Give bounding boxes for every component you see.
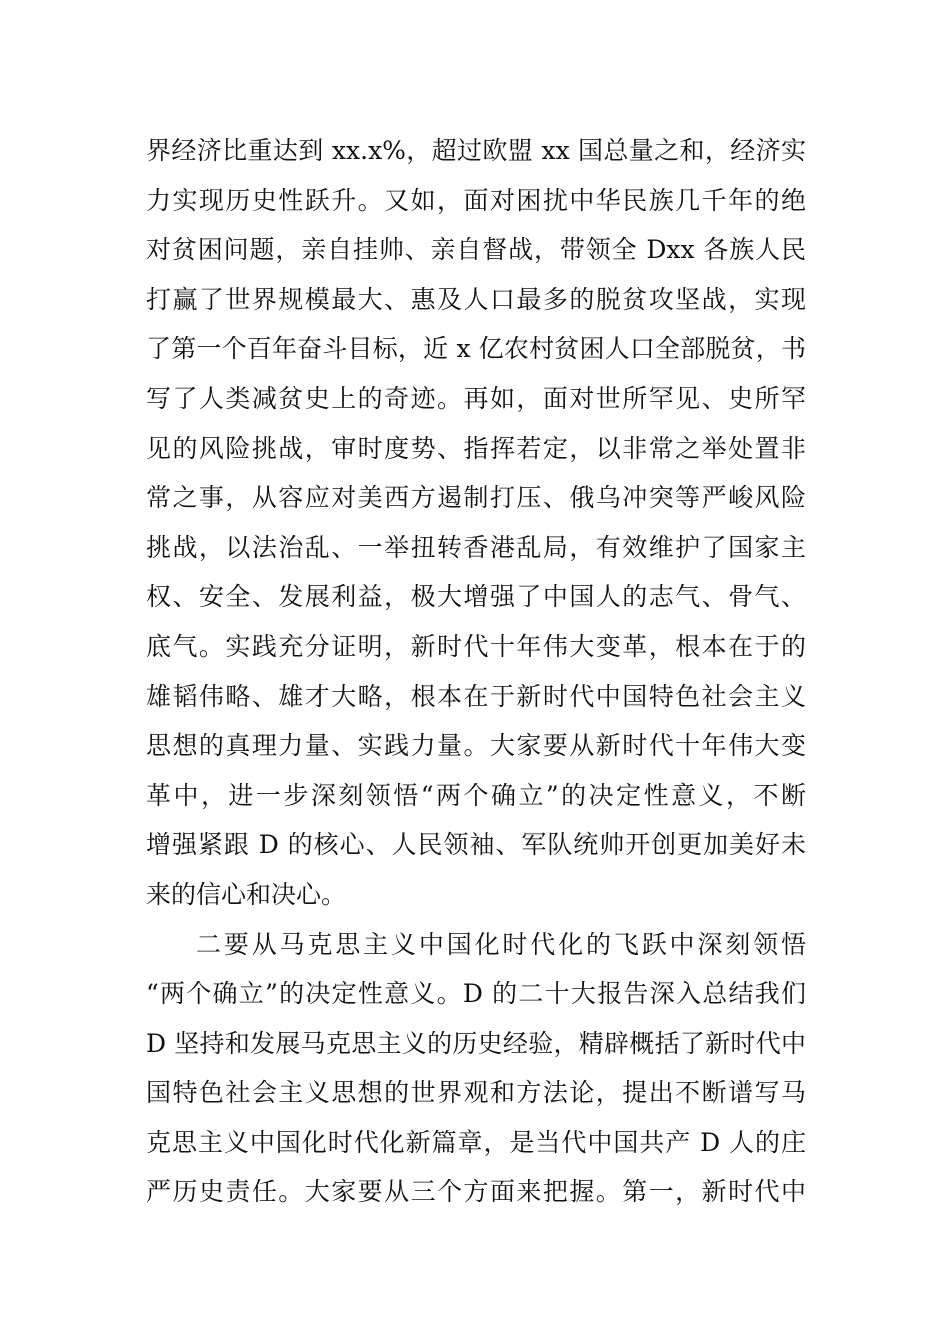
text-line: 对贫困问题，亲自挂帅、亲自督战，带领全 Dxx 各族人民 [146,235,806,265]
text-line: 力实现历史性跃升。又如，面对困扰中华民族几千年的绝 [146,185,806,215]
text-line: D 坚持和发展马克思主义的历史经验，精辟概括了新时代中 [146,1028,806,1058]
text-line: 常之事，从容应对美西方遏制打压、俄乌冲突等严峻风险 [146,483,806,513]
text-line: 打赢了世界规模最大、惠及人口最多的脱贫攻坚战，实现 [146,284,806,314]
text-line: 底气。实践充分证明，新时代十年伟大变革，根本在于的 [146,631,806,661]
text-line: 写了人类减贫史上的奇迹。再如，面对世所罕见、史所罕 [146,383,806,413]
body-text [146,126,806,1217]
text-line: 来的信心和决心。 [146,879,347,909]
text-line: 思想的真理力量、实践力量。大家要从新时代十年伟大变 [146,731,806,761]
text-line: 界经济比重达到 xx.x%，超过欧盟 xx 国总量之和，经济实 [146,136,806,165]
text-line: 见的风险挑战，审时度势、指挥若定，以非常之举处置非 [146,433,806,463]
text-line: 国特色社会主义思想的世界观和方法论，提出不断谱写马 [146,1078,806,1108]
text-line: “两个确立”的决定性意义。D 的二十大报告深入总结我们 [146,979,806,1009]
paragraph-first-line: 二要从马克思主义中国化时代化的飞跃中深刻领悟 [196,929,806,959]
text-line: 了第一个百年奋斗目标，近 x 亿农村贫困人口全部脱贫，书 [146,334,806,364]
text-line: 克思主义中国化时代化新篇章，是当代中国共产 D 人的庄 [146,1127,806,1157]
text-line: 挑战，以法治乱、一举扭转香港乱局，有效维护了国家主 [146,532,806,562]
text-line: 增强紧跟 D 的核心、人民领袖、军队统帅开创更加美好未 [146,830,806,860]
text-line: 革中，进一步深刻领悟“两个确立”的决定性意义，不断 [146,780,806,810]
text-line: 雄韬伟略、雄才大略，根本在于新时代中国特色社会主义 [146,681,806,711]
text-line: 严历史责任。大家要从三个方面来把握。第一，新时代中 [146,1177,806,1207]
text-line: 权、安全、发展利益，极大增强了中国人的志气、骨气、 [146,582,806,612]
